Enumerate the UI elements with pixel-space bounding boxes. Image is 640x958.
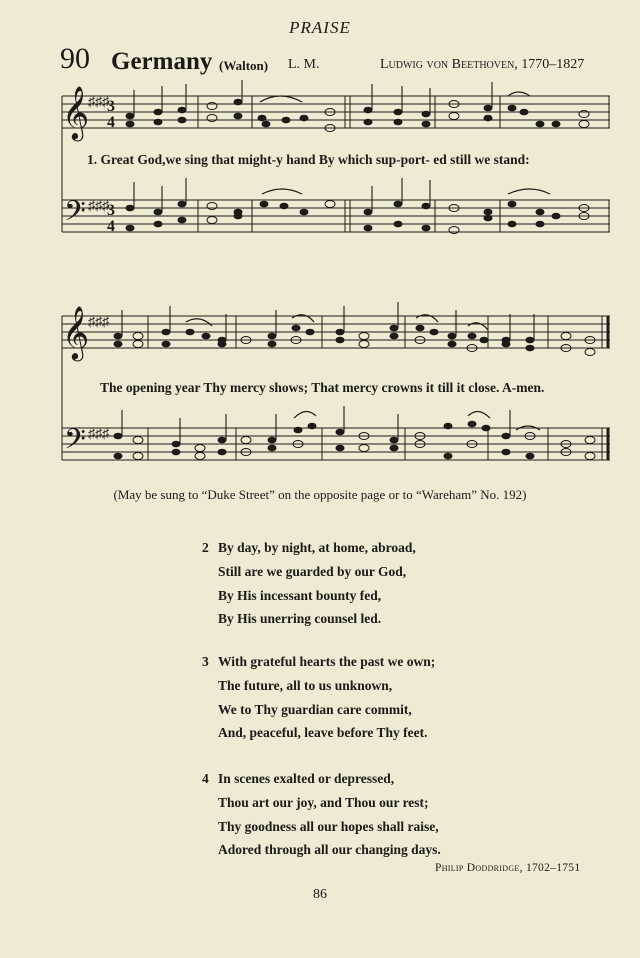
svg-text:4: 4 (107, 218, 115, 235)
section-heading: PRAISE (289, 18, 351, 37)
svg-text:𝄢: 𝄢 (64, 197, 86, 234)
svg-text:𝄞: 𝄞 (62, 307, 90, 358)
stanza-number: 4 (202, 771, 209, 786)
meter: L. M. (288, 57, 320, 72)
tune-name: Germany (111, 48, 213, 75)
verse-line: And, peaceful, leave before Thy feet. (218, 725, 428, 741)
lyric-line-1: 1. Great God,we sing that might-y hand By which sup-port- ed still we stand: (87, 152, 530, 167)
verse-line: Thy goodness all our hopes shall raise, (218, 818, 439, 834)
verse-line: The future, all to us unknown, (218, 677, 393, 693)
stanza-number: 2 (202, 540, 209, 555)
verse-line: By day, by night, at home, abroad, (218, 540, 416, 555)
lyric-line-2: The opening year Thy mercy shows; That mercy crowns it till it close. A-men. (100, 380, 545, 395)
svg-text:3: 3 (107, 202, 115, 219)
svg-text:♯♯♯: ♯♯♯ (88, 427, 109, 442)
verse-line: By His unerring counsel led. (218, 611, 382, 627)
svg-text:𝄢: 𝄢 (64, 425, 86, 462)
stanza-2 (202, 536, 416, 631)
verse-line: Thou art our joy, and Thou our rest; (218, 794, 429, 810)
verse-line: With grateful hearts the past we own; (218, 654, 436, 669)
svg-text:𝄞: 𝄞 (62, 87, 90, 138)
svg-text:4: 4 (107, 114, 115, 131)
verse-line: We to Thy guardian care commit, (218, 701, 412, 717)
svg-text:3: 3 (107, 98, 115, 115)
composer-text: Ludwig von Beethoven, 1770–1827 (380, 57, 585, 72)
svg-text:♯♯♯: ♯♯♯ (88, 95, 109, 110)
verse-line: In scenes exalted or depressed, (218, 771, 395, 786)
stanza-number: 3 (202, 654, 209, 669)
alternate-tune-name: (Walton) (219, 58, 269, 73)
verse-line: Adored through all our changing days. (218, 842, 441, 858)
verse-line: By His incessant bounty fed, (218, 587, 382, 603)
hymn-number: 90 (60, 42, 90, 75)
composer-credit (380, 57, 584, 73)
verse-line: Still are we guarded by our God, (218, 563, 407, 579)
alternate-tune-note: (May be sung to “Duke Street” on the opposite page or to “Wareham” No. 192) (113, 487, 527, 502)
page-number: 86 (313, 887, 327, 902)
svg-text:♯♯♯: ♯♯♯ (88, 199, 109, 214)
stanza-4 (202, 767, 441, 862)
author-credit: Philip Doddridge, 1702–1751 (435, 862, 581, 874)
svg-text:♯♯♯: ♯♯♯ (88, 315, 109, 330)
stanza-3 (202, 650, 435, 745)
